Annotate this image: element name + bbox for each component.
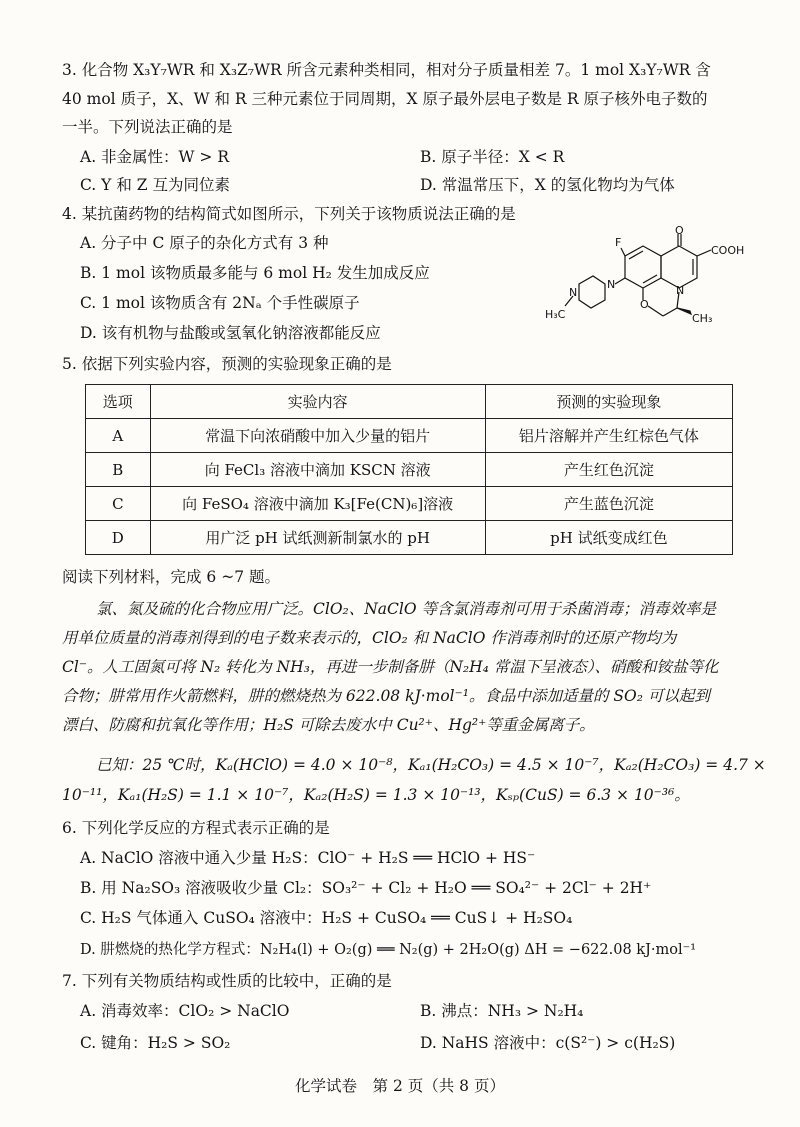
reading-para2-line1: 已知：25 ℃时，Kₐ(HClO) = 4.0 × 10⁻⁸，Kₐ₁(H₂CO₃) = 4.5 × 10⁻⁷，Kₐ₂(H₂CO₃) = 4.7 ×: [96, 756, 766, 774]
table-cell-option: B: [86, 453, 151, 487]
q3-option-a: A. 非金属性：W > R: [80, 148, 229, 166]
q7-stem: 7. 下列有关物质结构或性质的比较中，正确的是: [62, 972, 392, 990]
table-row: [86, 453, 733, 487]
q3-option-b: B. 原子半径：X < R: [420, 148, 565, 166]
table-cell-phenomenon: 产生蓝色沉淀: [485, 487, 732, 521]
q3-stem-line3: 一半。下列说法正确的是: [62, 118, 233, 136]
table-cell-content: 用广泛 pH 试纸测新制氯水的 pH: [150, 521, 485, 555]
table-cell-content: 向 FeCl₃ 溶液中滴加 KSCN 溶液: [150, 453, 485, 487]
experiment-table: [85, 384, 733, 555]
q7-option-b: B. 沸点：NH₃ > N₂H₄: [420, 1002, 584, 1020]
q4-option-d: D. 该有机物与盐酸或氢氧化钠溶液都能反应: [80, 324, 381, 342]
q6-option-d: D. 肼燃烧的热化学方程式：N₂H₄(l) + O₂(g) ══ N₂(g) + 2H₂O(g) ΔH = −622.08 kJ·mol⁻¹: [80, 942, 697, 958]
table-row: [86, 419, 733, 453]
table-cell-phenomenon: pH 试纸变成红色: [485, 521, 732, 555]
table-cell-content: 常温下向浓硝酸中加入少量的铝片: [150, 419, 485, 453]
q7-option-d: D. NaHS 溶液中：c(S²⁻) > c(H₂S): [420, 1034, 676, 1052]
table-row: [86, 487, 733, 521]
structure-label-o-top: O: [675, 226, 684, 237]
structure-label-cooh: COOH: [711, 244, 745, 257]
page-footer: 化学试卷 第 2 页（共 8 页）: [295, 1077, 505, 1095]
table-row: [86, 521, 733, 555]
q7-option-c: C. 键角：H₂S > SO₂: [80, 1034, 231, 1052]
structure-label-ch3: CH₃: [692, 312, 713, 325]
table-cell-phenomenon: 铝片溶解并产生红棕色气体: [485, 419, 732, 453]
reading-para1-line4: 合物；肼常用作火箭燃料，肼的燃烧热为 622.08 kJ·mol⁻¹。食品中添加适量的 SO₂ 可以起到: [62, 687, 710, 705]
table-cell-option: D: [86, 521, 151, 555]
q5-stem: 5. 依据下列实验内容，预测的实验现象正确的是: [62, 355, 392, 373]
pyridone-ring: [661, 246, 697, 288]
q3-stem-line2: 40 mol 质子，X、W 和 R 三种元素位于同周期，X 原子最外层电子数是 R 原子核外电子数的: [62, 90, 708, 108]
table-header-option: 选项: [86, 385, 151, 419]
q6-option-b: B. 用 Na₂SO₃ 溶液吸收少量 Cl₂：SO₃²⁻ + Cl₂ + H₂O ══ SO₄²⁻ + 2Cl⁻ + 2H⁺: [80, 879, 652, 897]
structure-label-n-methyl: N: [569, 286, 578, 299]
q4-option-a: A. 分子中 C 原子的杂化方式有 3 种: [80, 234, 329, 252]
q6-stem: 6. 下列化学反应的方程式表示正确的是: [62, 819, 330, 837]
structure-label-o-ring: O: [640, 298, 649, 311]
structure-label-h3c: H₃C: [545, 308, 566, 321]
q4-stem: 4. 某抗菌药物的结构简式如图所示，下列关于该物质说法正确的是: [62, 205, 516, 223]
benzene-ring: [625, 246, 661, 288]
structure-label-n-piperazine: N: [607, 278, 616, 291]
table-header-row: [86, 385, 733, 419]
q3-stem-line1: 3. 化合物 X₃Y₇WR 和 X₃Z₇WR 所含元素种类相同，相对分子质量相差 7。1 mol X₃Y₇WR 含: [62, 61, 711, 79]
q6-option-c: C. H₂S 气体通入 CuSO₄ 溶液中：H₂S + CuSO₄ ══ CuS↓ + H₂SO₄: [80, 909, 573, 927]
reading-para1-line1: 氯、氮及硫的化合物应用广泛。ClO₂、NaClO 等含氯消毒剂可用于杀菌消毒；消毒效率是: [96, 600, 716, 618]
q6-option-a: A. NaClO 溶液中通入少量 H₂S：ClO⁻ + H₂S ══ HClO + HS⁻: [80, 849, 536, 867]
q3-option-c: C. Y 和 Z 互为同位素: [80, 176, 230, 194]
q4-option-c: C. 1 mol 该物质含有 2Nₐ 个手性碳原子: [80, 294, 360, 312]
reading-para1-line2: 用单位质量的消毒剂得到的电子数来表示的，ClO₂ 和 NaClO 作消毒剂时的还原产物均为: [62, 629, 677, 647]
reading-para2-line2: 10⁻¹¹，Kₐ₁(H₂S) = 1.1 × 10⁻⁷，Kₐ₂(H₂S) = 1.3 × 10⁻¹³，Kₛₚ(CuS) = 6.3 × 10⁻³⁶。: [62, 786, 690, 804]
structure-label-n-ring: N: [676, 284, 685, 297]
table-cell-option: A: [86, 419, 151, 453]
q4-option-b: B. 1 mol 该物质最多能与 6 mol H₂ 发生加成反应: [80, 264, 430, 282]
q7-option-a: A. 消毒效率：ClO₂ > NaClO: [80, 1002, 290, 1020]
antibacterial-structure-diagram: [545, 226, 775, 328]
table-header-content: 实验内容: [150, 385, 485, 419]
table-cell-option: C: [86, 487, 151, 521]
piperazine-ring: [579, 276, 605, 308]
table-cell-phenomenon: 产生红色沉淀: [485, 453, 732, 487]
table-cell-content: 向 FeSO₄ 溶液中滴加 K₃[Fe(CN)₆]溶液: [150, 487, 485, 521]
reading-para1-line3: Cl⁻。人工固氮可将 N₂ 转化为 NH₃，再进一步制备肼（N₂H₄ 常温下呈液态）、硝酸和铵盐等化: [62, 658, 719, 676]
reading-para1-line5: 漂白、防腐和抗氧化等作用；H₂S 可除去废水中 Cu²⁺、Hg²⁺等重金属离子。: [62, 716, 595, 734]
structure-label-f: F: [615, 236, 622, 249]
q3-option-d: D. 常温常压下，X 的氢化物均为气体: [420, 176, 675, 194]
reading-intro: 阅读下列材料，完成 6 ~7 题。: [62, 568, 280, 586]
table-header-phenomenon: 预测的实验现象: [485, 385, 732, 419]
